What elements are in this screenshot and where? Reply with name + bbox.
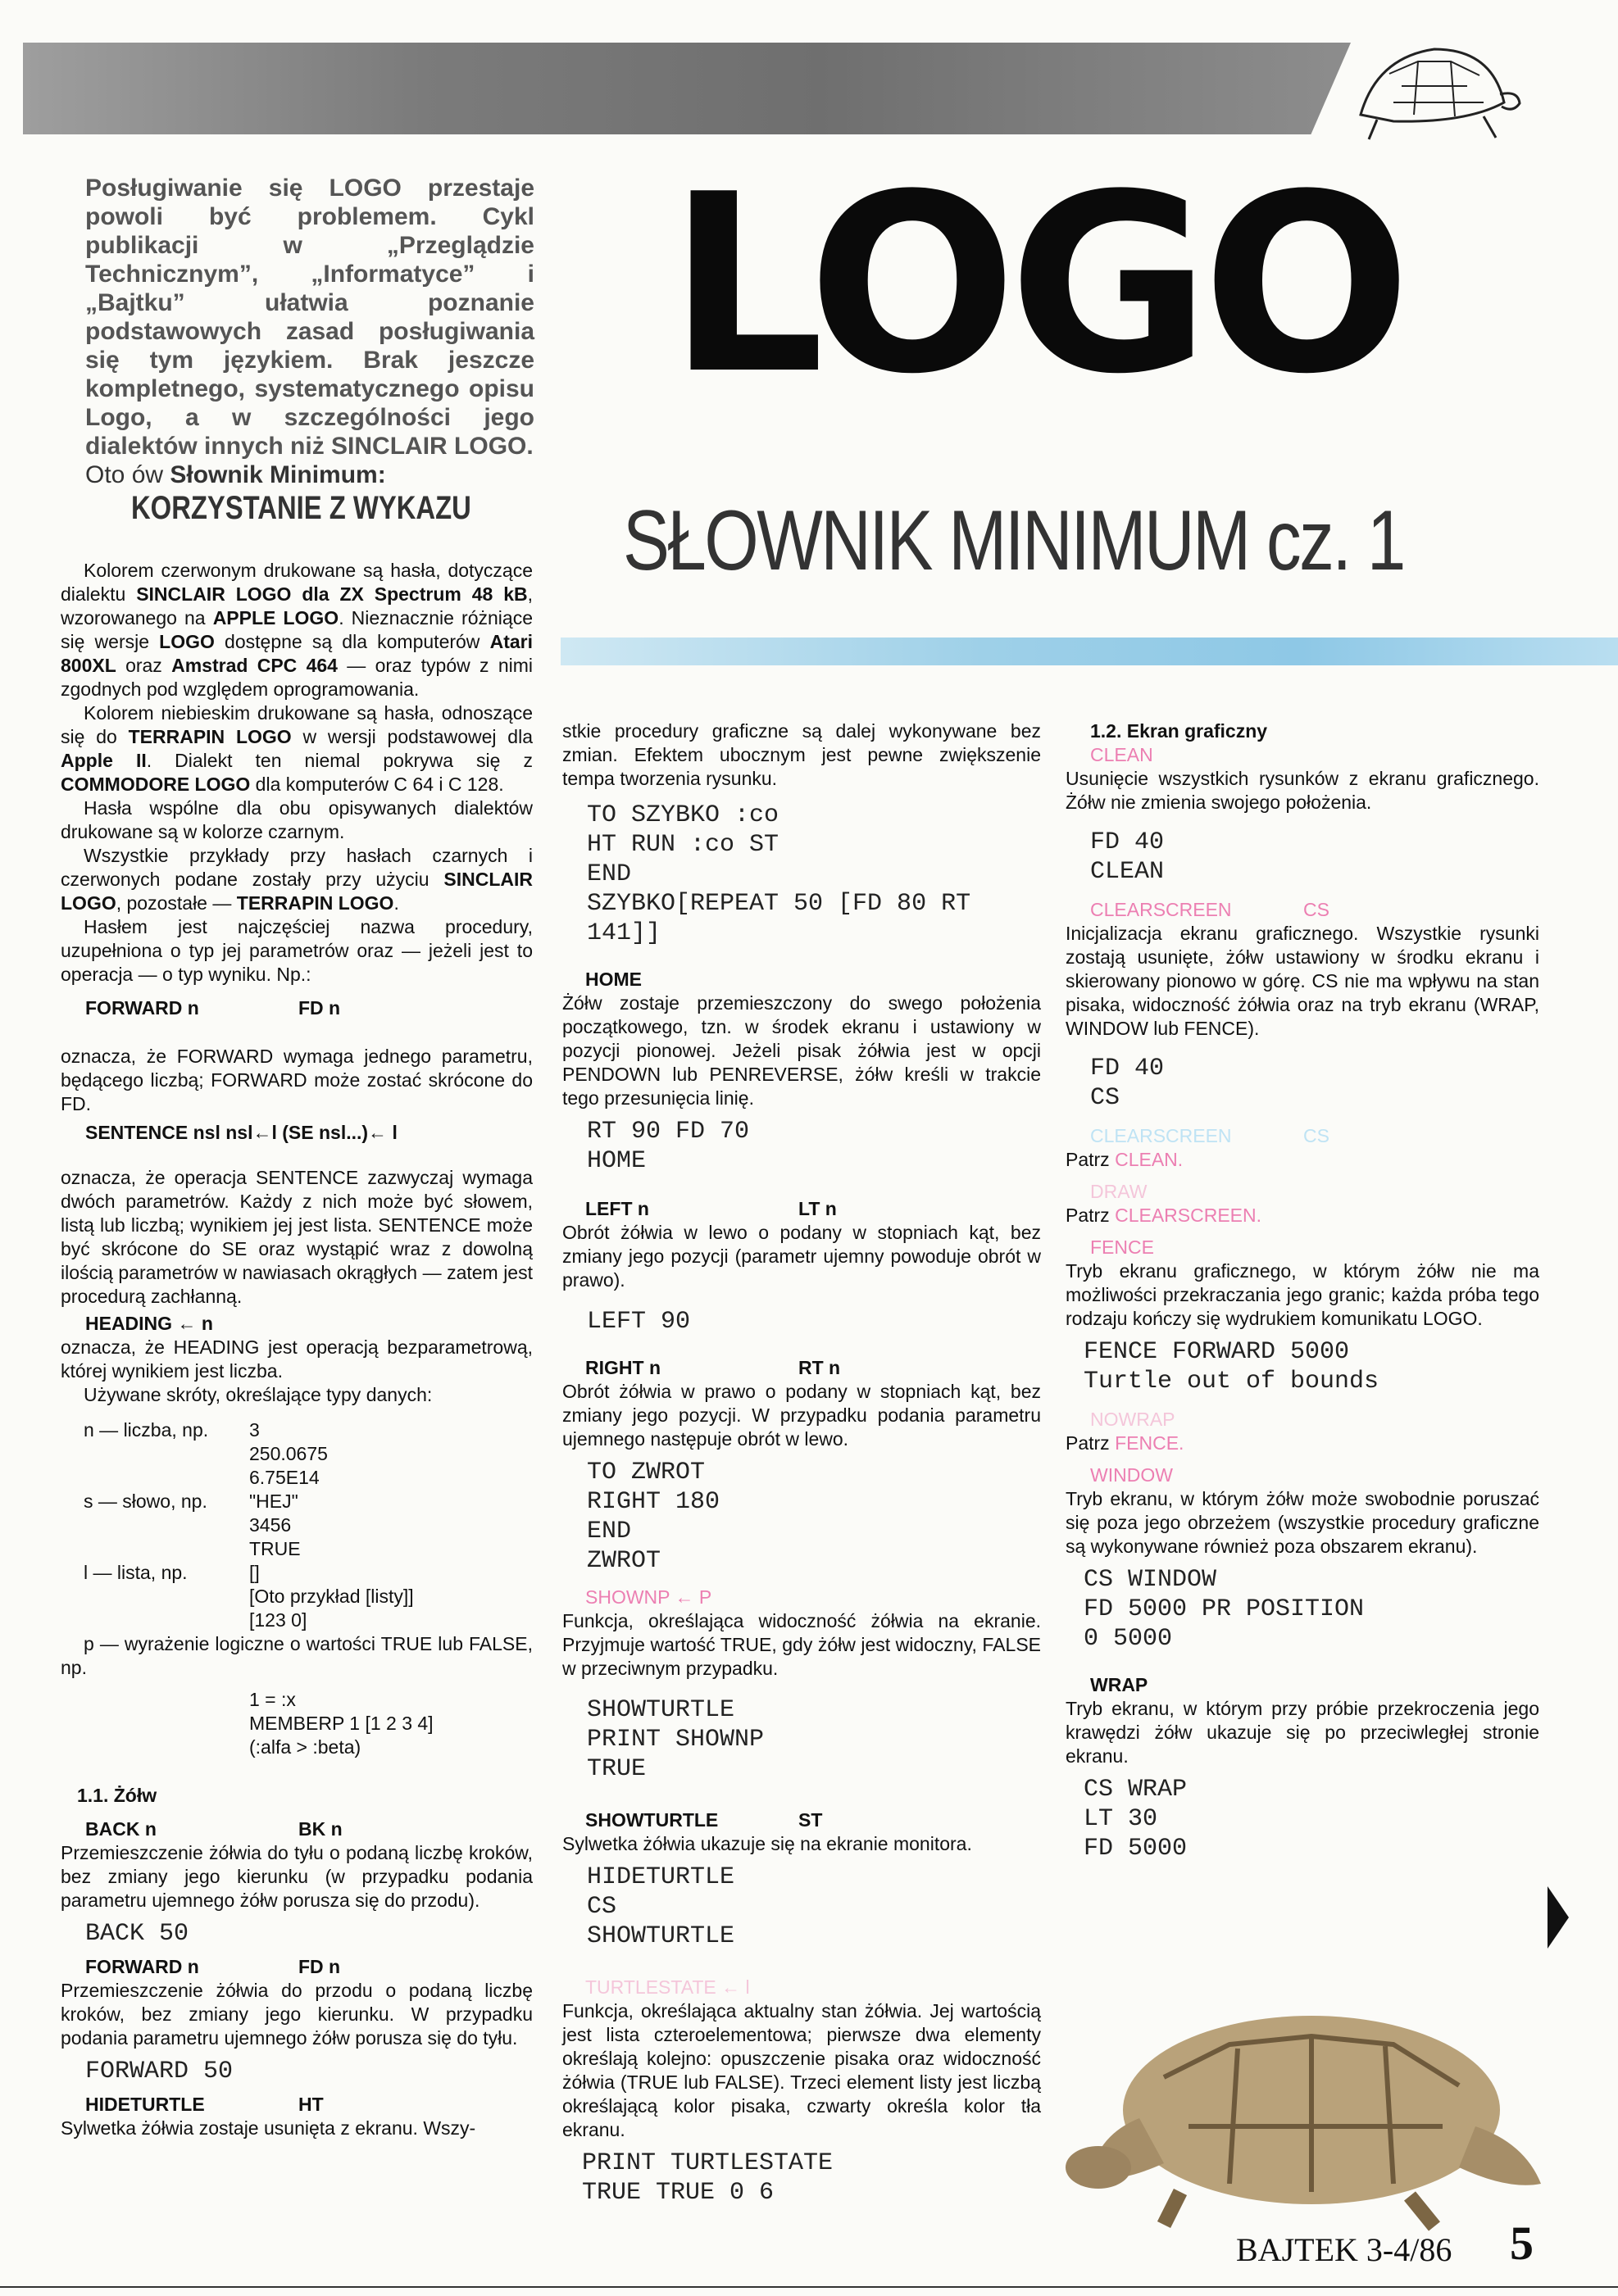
type-example: 3 (249, 1419, 260, 1441)
code-line: CS (1090, 1084, 1120, 1112)
usage-paragraph (61, 701, 533, 796)
intro-run: przestaje powoli być problemem. Cykl publikacji w „Przeglądzie Technicznym”, „Informatyce” i „Bajtku” ułatwia poznanie podstawowych zasad posługiwania się tym językiem. Brak jeszcze kompletnego, systematycznego opisu Logo, a w szczególności jego dialektów innych niż (85, 175, 534, 460)
code-line: BACK 50 (85, 1920, 189, 1948)
entry-abbr: HT (298, 2094, 324, 2115)
entry-right-text: Obrót żółwia w prawo o podany w stopniach kąt, bez zmiany jego pozycji. W przypadku podania parametru ujemnego następuje obrót w lewo. (562, 1381, 1041, 1450)
type-row (84, 1418, 533, 1490)
forward-code (85, 2057, 533, 2086)
type-example: "HEJ" (249, 1491, 298, 1512)
see-prefix: Patrz (1066, 1149, 1116, 1170)
paragraph-run: dla ZX Spectrum 48 kB (291, 583, 528, 605)
code-line: FD 5000 PR POSITION (1084, 1595, 1365, 1623)
entry-clean-text: Usunięcie wszystkich rysunków z ekranu graficznego. Żółw nie zmienia swojego położenia. (1066, 768, 1539, 813)
entry-abbr: CS (1303, 899, 1329, 920)
intro-run: SINCLAIR LOGO (331, 433, 527, 460)
footer-magazine: BAJTEK 3-4/86 (1236, 2231, 1452, 2268)
entry-home (585, 968, 1041, 991)
column-2 (562, 719, 1041, 2214)
entry-window-text: Tryb ekranu, w którym żółw może swobodnie poruszać się poza jego obrzeżem (wszystkie procedury graficzne są wykonywane również poza obszarem ekranu). (1066, 1488, 1539, 1557)
turtle-illustration (1066, 1971, 1598, 2233)
type-example: [] (249, 1562, 260, 1583)
entry-forward (85, 1955, 533, 1979)
type-example: [123 0] (249, 1609, 307, 1631)
entry-home-text: Żółw zostaje przemieszczony do swego położenia początkowego, tzn. w środek ekranu i ustawiony w pozycji pionowej. Jeżeli pisak żółwia jest w opcji PENDOWN lub PENREVERSE, żółw kreśli w trakcie tego przesunięcia linię. (562, 992, 1041, 1109)
section-1-2: 1.2. Ekran graficzny (1090, 720, 1268, 742)
clean-code (1090, 828, 1539, 887)
code-line: 0 5000 (1084, 1625, 1173, 1653)
continuation-text: stkie procedury graficzne są dalej wykonywane bez zmian. Efektem ubocznym jest pewne zwiększenie tempa tworzenia rysunku. (562, 720, 1041, 789)
entry-shownp-text: Funkcja, określająca widoczność żółwia na ekranie. Przyjmuje wartość TRUE, gdy żółw jest widoczny, FALSE w przeciwnym przypadku. (562, 1610, 1041, 1679)
code-line: HIDETURTLE (587, 1863, 735, 1891)
code-line: RIGHT 180 (587, 1488, 720, 1516)
intro-run: . (526, 433, 534, 460)
paragraph-run: dostępne są dla komputerów (214, 631, 490, 652)
code-line: FD 5000 (1084, 1835, 1188, 1863)
szybko-code (587, 801, 1041, 948)
entry-abbr: ST (798, 1809, 823, 1831)
paragraph-run: . Dialekt ten niemal pokrywa się z (146, 750, 534, 771)
paragraph-run: Hasłem jest najczęściej nazwa procedury, uzupełniona o typ jej parametrów oraz — jeżeli jest to operacja — o typ wyniku. Np.: (61, 916, 533, 985)
page-title: SŁOWNIK MINIMUM cz. 1 (623, 493, 1404, 588)
entry-name: FORWARD n (85, 1956, 199, 1977)
paragraph-run: Atari 800XL (61, 631, 533, 676)
entry-name: SHOWTURTLE (585, 1809, 719, 1831)
code-line: CS WRAP (1084, 1776, 1188, 1804)
title-underline-bar (561, 638, 1618, 665)
entry-abbr: LT n (798, 1198, 837, 1219)
see-target: CLEAN. (1115, 1149, 1184, 1170)
code-line: CS WINDOW (1084, 1566, 1217, 1594)
entry-fence-text: Tryb ekranu graficznego, w którym żółw nie ma możliwości przekraczania jego granic; każda próba tego rodzaju kończy się wydrukiem komunikatu LOGO. (1066, 1260, 1539, 1329)
paragraph-run: SINCLAIR LOGO (136, 583, 292, 605)
example-forward (85, 996, 533, 1020)
column-3 (1066, 719, 1539, 1870)
paragraph-run: w wersji podstawowej dla (291, 726, 533, 747)
intro-run: Posługiwanie się (85, 175, 330, 202)
column-1 (61, 559, 533, 2140)
code-line: HT RUN :co ST (587, 831, 779, 859)
intro-run: LOGO (329, 175, 402, 202)
types-p-text: p — wyrażenie logiczne o wartości TRUE lub FALSE, np. (61, 1633, 533, 1678)
entry-wrap-text: Tryb ekranu, w którym przy próbie przekroczenia jego krawędzi żółw ukazuje się po przeciwległej stronie ekranu. (1066, 1698, 1539, 1767)
type-label: s — słowo, np. (84, 1491, 207, 1512)
window-code (1084, 1565, 1539, 1654)
entry-wrap: WRAP (1090, 1674, 1148, 1695)
section-1-1: 1.1. Żółw (77, 1785, 157, 1806)
p-example: MEMBERP 1 [1 2 3 4] (249, 1713, 434, 1734)
code-line: FD 40 (1090, 1055, 1165, 1082)
example-sentence-text: oznacza, że operacja SENTENCE zazwyczaj wymaga dwóch parametrów. Każdy z nich może być słowem, listą lub liczbą; wynikiem jej jest lista. SENTENCE może być skrócone do SE oraz wystąpić wraz z dowolną ilością parametrów w nawiasach okrągłych — zatem jest procedurą zachłanną. (61, 1167, 533, 1307)
entry-left-text: Obrót żółwia w lewo o podany w stopniach kąt, bez zmiany jego pozycji (parametr ujemny powoduje obrót w prawo). (562, 1222, 1041, 1291)
paragraph-run: TERRAPIN LOGO (128, 726, 292, 747)
entry-name: CLEARSCREEN (1090, 899, 1232, 920)
shownp-code (587, 1695, 1041, 1784)
clearscreen-code (1090, 1054, 1539, 1113)
entry-abbr: FD n (298, 1956, 341, 1977)
type-row (84, 1490, 533, 1561)
usage-paragraph (61, 796, 533, 844)
entry-nowrap: NOWRAP (1090, 1409, 1175, 1430)
header-banner (23, 43, 1351, 134)
types-intro: Używane skróty, określające typy danych: (84, 1384, 433, 1405)
see-fence (1066, 1432, 1539, 1455)
p-example: 1 = :x (249, 1689, 296, 1710)
entry-left (585, 1197, 1041, 1221)
code-line: RT 90 FD 70 (587, 1118, 750, 1146)
intro-run: Słownik Minimum: (170, 461, 386, 488)
turtle-sketch-icon (1344, 25, 1525, 147)
entry-name: HOME (585, 969, 642, 990)
code-line: TRUE TRUE 0 6 (582, 2179, 775, 2207)
paragraph-run: COMMODORE LOGO (61, 774, 251, 795)
entry-hideturtle (85, 2093, 533, 2117)
type-label: l — lista, np. (84, 1562, 188, 1583)
code-line: SZYBKO[REPEAT 50 [FD 80 RT (587, 890, 971, 918)
turtlestate-code (582, 2149, 1041, 2208)
wrap-code (1084, 1775, 1539, 1863)
code-line: TRUE (587, 1755, 647, 1783)
paragraph-run: oraz (116, 655, 172, 676)
types-p-values (249, 1688, 533, 1759)
paragraph-run: , pozostałe — (116, 892, 237, 914)
footer-page-number: 5 (1510, 2217, 1534, 2270)
next-page-arrow-icon (1546, 1885, 1570, 1950)
paragraph-run: . (393, 892, 399, 914)
code-line: PRINT TURTLESTATE (582, 2149, 834, 2177)
entry-abbr: FD n (298, 997, 341, 1019)
paragraph-run: dla komputerów C 64 i C 128. (250, 774, 504, 795)
paragraph-run: APPLE LOGO (212, 607, 339, 628)
code-line: FORWARD 50 (85, 2058, 234, 2085)
example-forward-text: oznacza, że FORWARD wymaga jednego parametru, będącego liczbą; FORWARD może zostać skrócone do FD. (61, 1046, 533, 1114)
example-heading-text: oznacza, że HEADING jest operacją bezparametrową, której wynikiem jest liczba. (61, 1336, 533, 1382)
paragraph-run: . Nieznacznie różniące się wersje (61, 607, 533, 652)
back-code (85, 1919, 533, 1949)
paragraph-run: Wszystkie przykłady przy hasłach czarnych i czerwonych podane zostały przy użyciu (61, 845, 533, 890)
entry-hideturtle-text: Sylwetka żółwia zostaje usunięta z ekranu. Wszy- (61, 2117, 476, 2139)
paragraph-run: Kolorem czerwonym drukowane są hasła, dotyczące dialektu (61, 560, 533, 605)
left-code (587, 1307, 1041, 1336)
home-code (587, 1117, 1041, 1176)
see-clearscreen (1066, 1204, 1539, 1227)
code-line: TO SZYBKO :co (587, 801, 779, 829)
usage-paragraphs (61, 559, 533, 987)
paragraph-run: Apple II (61, 750, 147, 771)
entry-name: HIDETURTLE (85, 2094, 205, 2115)
code-line: CLEAN (1090, 858, 1165, 886)
entry-back-text: Przemieszczenie żółwia do tyłu o podaną liczbę kroków, bez zmiany jego kierunku (w przypadku podania parametru ujemnego żółw porusza się do przodu). (61, 1842, 533, 1911)
type-example: [Oto przykład [listy]] (249, 1586, 414, 1607)
entry-back (85, 1817, 533, 1841)
section-heading: KORZYSTANIE Z WYKAZU (131, 490, 471, 526)
type-label: n — liczba, np. (84, 1419, 209, 1441)
usage-paragraph (61, 915, 533, 987)
paragraph-run: Kolorem niebieskim drukowane są hasła, odnoszące się do (61, 702, 533, 747)
footer-rule (0, 2286, 1618, 2288)
code-line: SHOWTURTLE (587, 1922, 735, 1950)
entry-showturtle (585, 1808, 1041, 1832)
right-code (587, 1458, 1041, 1576)
entry-clearscreen-text: Inicjalizacja ekranu graficznego. Wszystkie rysunki zostają usunięte, żółw ustawiony w środku ekranu i skierowany pionowo w górę. CS nie ma wpływu na stan pisaka, widoczność żółwia oraz na tryb ekranu (WRAP, WINDOW lub FENCE). (1066, 923, 1539, 1039)
entry-fence: FENCE (1090, 1236, 1154, 1258)
code-line: TO ZWROT (587, 1459, 706, 1486)
code-line: END (587, 860, 632, 888)
see-clean (1066, 1148, 1539, 1172)
usage-paragraph (61, 559, 533, 701)
entry-name: RIGHT n (585, 1357, 661, 1378)
see-target: CLEARSCREEN. (1115, 1205, 1262, 1226)
code-line: END (587, 1518, 632, 1545)
logo-title: LOGO (668, 142, 1403, 428)
intro-lead-text (85, 175, 534, 460)
entry-clean: CLEAN (1090, 744, 1153, 765)
entry-window: WINDOW (1090, 1464, 1173, 1486)
example-heading: HEADING ← n (85, 1313, 213, 1334)
p-example: (:alfa > :beta) (249, 1736, 361, 1758)
type-example: 6.75E14 (249, 1467, 320, 1488)
code-line: 141]] (587, 919, 661, 947)
intro-lead2 (85, 461, 534, 489)
entry-name: LEFT n (585, 1198, 649, 1219)
paragraph-run: — oraz typów z nimi zgodnych pod względem oprogramowania. (61, 655, 533, 700)
intro-run: Oto ów (85, 461, 170, 488)
intro-lead (85, 174, 534, 489)
fence-code (1084, 1337, 1539, 1396)
paragraph-run: TERRAPIN LOGO (236, 892, 394, 914)
paragraph-run: Amstrad CPC 464 (171, 655, 338, 676)
code-line: PRINT SHOWNP (587, 1726, 765, 1754)
showturtle-code (587, 1863, 1041, 1951)
code-line: HOME (587, 1147, 647, 1175)
see-prefix: Patrz (1066, 1205, 1116, 1226)
paragraph-run: Hasła wspólne dla obu opisywanych dialektów drukowane są w kolorze czarnym. (61, 797, 533, 842)
entry-clearscreen-2 (1090, 1124, 1539, 1148)
paragraph-run: LOGO (159, 631, 215, 652)
entry-turtlestate-text: Funkcja, określająca aktualny stan żółwia. Jej wartością jest lista czteroelementowa; pierwsze dwa elementy określają kolejno: opuszczenie pisaka oraz widoczność żółwia (TRUE lub FALSE). Trzeci element listy jest liczbą określającą kolor pisaka, czwarty określa kolor tła ekranu. (562, 2000, 1041, 2140)
usage-paragraph (61, 844, 533, 915)
type-row (84, 1561, 533, 1632)
entry-abbr: BK n (298, 1818, 343, 1840)
code-line: CS (587, 1893, 617, 1921)
type-example: 3456 (249, 1514, 292, 1536)
entry-abbr: RT n (798, 1357, 841, 1378)
code-line: FENCE FORWARD 5000 (1084, 1338, 1350, 1366)
paragraph-run: , wzorowanego na (61, 583, 533, 628)
code-line: Turtle out of bounds (1084, 1368, 1379, 1395)
entry-turtlestate: TURTLESTATE ← l (585, 1976, 750, 1998)
entry-draw: DRAW (1090, 1181, 1148, 1202)
entry-name: BACK n (85, 1818, 157, 1840)
entry-name: FORWARD n (85, 997, 199, 1019)
entry-right (585, 1356, 1041, 1380)
code-line: SHOWTURTLE (587, 1696, 735, 1724)
type-example: TRUE (249, 1538, 301, 1559)
example-sentence: SENTENCE nsl nsl←l (SE nsl...)← l (85, 1122, 398, 1143)
entry-name: CLEARSCREEN (1090, 1125, 1232, 1146)
code-line: LEFT 90 (587, 1308, 691, 1336)
paragraph-run: SINCLAIR LOGO (61, 869, 533, 914)
entry-clearscreen (1090, 898, 1539, 922)
see-prefix: Patrz (1066, 1432, 1116, 1454)
entry-abbr: CS (1303, 1125, 1329, 1146)
entry-forward-text: Przemieszczenie żółwia do przodu o podaną liczbę kroków, bez zmiany jego kierunku. W przypadku podania parametru ujemnego żółw porusza się do tyłu. (61, 1980, 533, 2049)
type-example: 250.0675 (249, 1443, 328, 1464)
code-line: FD 40 (1090, 828, 1165, 856)
code-line: LT 30 (1084, 1805, 1158, 1833)
code-line: ZWROT (587, 1547, 661, 1575)
see-target: FENCE. (1115, 1432, 1184, 1454)
entry-showturtle-text: Sylwetka żółwia ukazuje się na ekranie monitora. (562, 1833, 972, 1854)
types-list (61, 1418, 533, 1632)
entry-shownp: SHOWNP ← P (585, 1586, 712, 1608)
